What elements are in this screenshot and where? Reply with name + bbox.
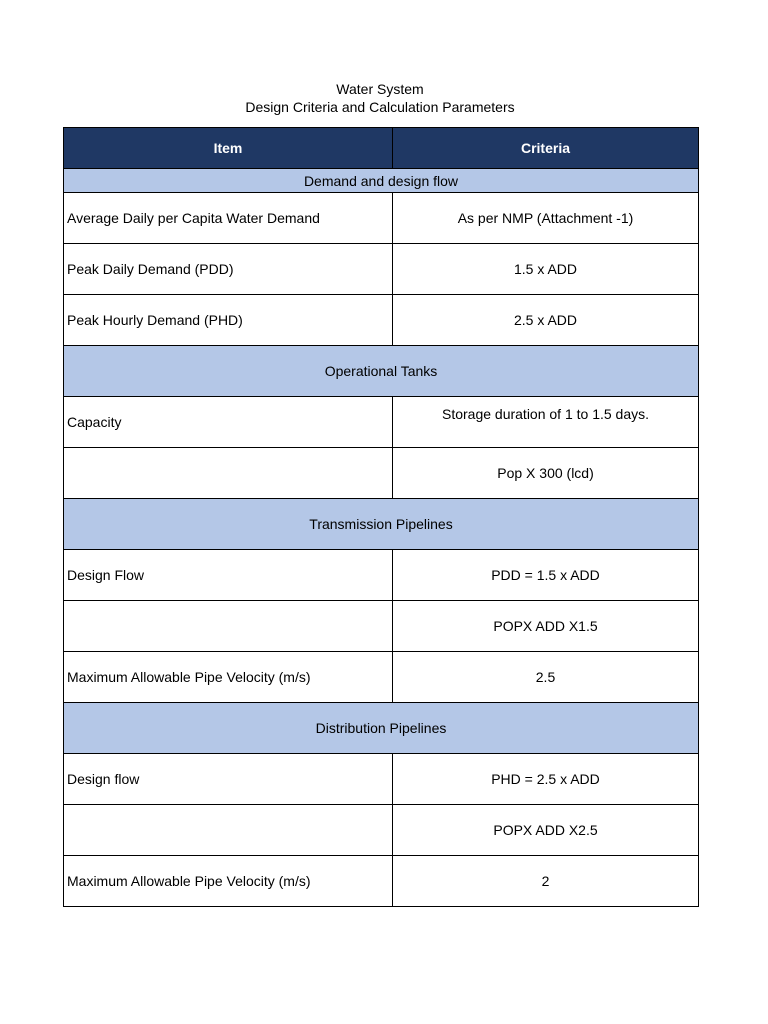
criteria-cell: 1.5 x ADD — [393, 244, 699, 295]
item-cell — [64, 448, 393, 499]
table-row — [64, 550, 699, 601]
criteria-cell: 2.5 x ADD — [393, 295, 699, 346]
item-cell — [64, 805, 393, 856]
document-title — [0, 80, 760, 116]
criteria-cell: POPX ADD X1.5 — [393, 601, 699, 652]
item-cell: Peak Hourly Demand (PHD) — [64, 295, 393, 346]
section-label: Transmission Pipelines — [64, 499, 699, 550]
column-header-item: Item — [64, 128, 393, 169]
criteria-cell: 2.5 — [393, 652, 699, 703]
design-criteria-table — [63, 127, 699, 907]
section-row-operational-tanks — [64, 346, 699, 397]
title: Water System — [336, 81, 424, 97]
section-row-demand — [64, 169, 699, 193]
section-label: Operational Tanks — [64, 346, 699, 397]
table-row — [64, 193, 699, 244]
item-cell: Maximum Allowable Pipe Velocity (m/s) — [64, 856, 393, 907]
item-cell — [64, 601, 393, 652]
table-row — [64, 448, 699, 499]
item-cell: Capacity — [64, 397, 393, 448]
criteria-cell: Storage duration of 1 to 1.5 days. — [393, 397, 699, 448]
table-row — [64, 295, 699, 346]
table-row — [64, 652, 699, 703]
table-row — [64, 397, 699, 448]
table-row — [64, 856, 699, 907]
column-header-criteria: Criteria — [393, 128, 699, 169]
section-label: Distribution Pipelines — [64, 703, 699, 754]
criteria-cell: POPX ADD X2.5 — [393, 805, 699, 856]
table-row — [64, 244, 699, 295]
table-row — [64, 601, 699, 652]
item-cell: Maximum Allowable Pipe Velocity (m/s) — [64, 652, 393, 703]
item-cell: Peak Daily Demand (PDD) — [64, 244, 393, 295]
item-cell: Average Daily per Capita Water Demand — [64, 193, 393, 244]
table-row — [64, 805, 699, 856]
criteria-cell: PHD = 2.5 x ADD — [393, 754, 699, 805]
item-cell: Design Flow — [64, 550, 393, 601]
item-cell: Design flow — [64, 754, 393, 805]
subtitle: Design Criteria and Calculation Parameters — [245, 99, 515, 115]
section-label: Demand and design flow — [64, 169, 699, 193]
section-row-transmission-pipelines — [64, 499, 699, 550]
section-row-distribution-pipelines — [64, 703, 699, 754]
criteria-cell: As per NMP (Attachment -1) — [393, 193, 699, 244]
criteria-cell: PDD = 1.5 x ADD — [393, 550, 699, 601]
table-row — [64, 754, 699, 805]
criteria-cell: 2 — [393, 856, 699, 907]
criteria-cell: Pop X 300 (lcd) — [393, 448, 699, 499]
table-header-row — [64, 128, 699, 169]
